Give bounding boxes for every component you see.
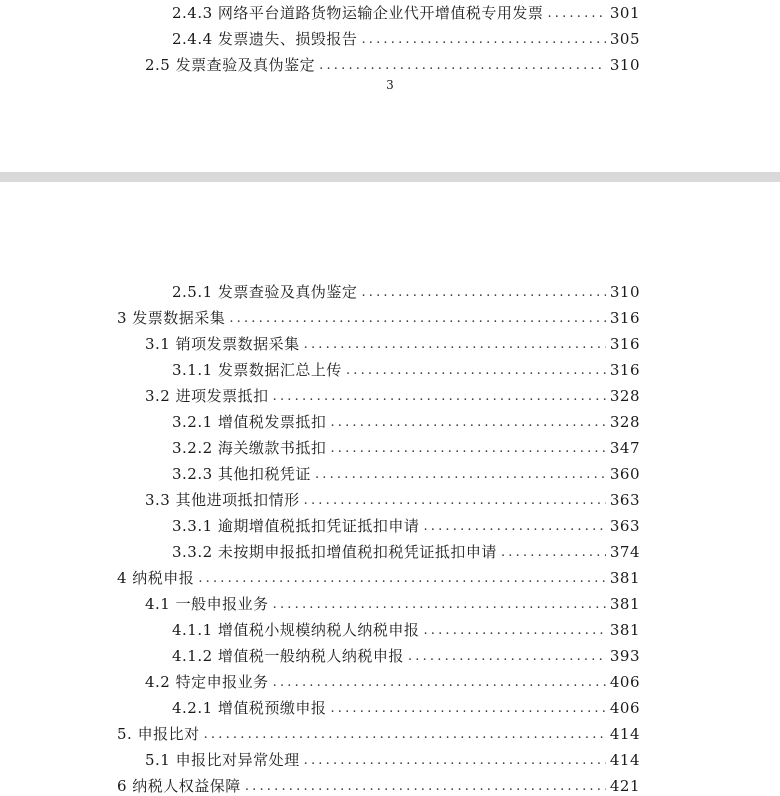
toc-entry-title: 5. 申报比对 [117, 725, 200, 743]
toc-entry[interactable] [172, 698, 640, 718]
toc-entry-title: 2.4.4 发票遗失、损毁报告 [172, 30, 358, 48]
toc-dot-leader [304, 492, 606, 510]
toc-entry[interactable] [172, 646, 640, 666]
toc-entry[interactable] [145, 490, 640, 510]
toc-entry-page: 374 [609, 543, 640, 561]
toc-entry-page: 363 [609, 517, 640, 535]
toc-entry-title: 3.3.2 未按期申报抵扣增值税扣税凭证抵扣申请 [172, 543, 497, 561]
toc-dot-leader [361, 284, 605, 302]
toc-dot-leader [330, 700, 605, 718]
toc-dot-leader [273, 388, 606, 406]
toc-entry[interactable] [145, 750, 640, 770]
document-page-bottom [0, 182, 780, 795]
toc-entry[interactable] [172, 282, 640, 302]
toc-dot-leader [304, 336, 606, 354]
toc-entry-page: 328 [609, 413, 640, 431]
toc-entry[interactable] [172, 516, 640, 536]
toc-entry-title: 2.5 发票查验及真伪鉴定 [145, 56, 316, 74]
toc-entry[interactable] [145, 594, 640, 614]
toc-entry[interactable] [117, 568, 640, 588]
toc-entry-page: 347 [609, 439, 640, 457]
toc-entry-page: 310 [609, 283, 640, 301]
toc-dot-leader [501, 544, 606, 562]
toc-entry-page: 310 [609, 56, 640, 74]
toc-entry[interactable] [117, 724, 640, 744]
toc-entry[interactable] [172, 438, 640, 458]
toc-dot-leader [330, 440, 605, 458]
toc-entry-title: 3 发票数据采集 [117, 309, 226, 327]
page-separator [0, 172, 780, 182]
toc-entry-title: 4.1 一般申报业务 [145, 595, 269, 613]
toc-dot-leader [273, 674, 606, 692]
toc-entry[interactable] [117, 776, 640, 796]
toc-entry[interactable] [117, 308, 640, 328]
toc-entry-page: 360 [609, 465, 640, 483]
toc-dot-leader [273, 596, 606, 614]
toc-entry-title: 4.1.1 增值税小规模纳税人纳税申报 [172, 621, 420, 639]
toc-entry-page: 393 [609, 647, 640, 665]
toc-entry-title: 3.2.1 增值税发票抵扣 [172, 413, 327, 431]
toc-dot-leader [229, 310, 606, 328]
document-page-top [0, 0, 780, 172]
toc-entry-page: 301 [609, 4, 640, 22]
toc-entry[interactable] [145, 386, 640, 406]
page-number: 3 [386, 78, 394, 92]
toc-entry[interactable] [172, 412, 640, 432]
toc-entry-title: 4.2.1 增值税预缴申报 [172, 699, 327, 717]
toc-dot-leader [198, 570, 606, 588]
toc-entry-title: 3.2.3 其他扣税凭证 [172, 465, 311, 483]
toc-entry-page: 406 [609, 673, 640, 691]
toc-entry-title: 2.4.3 网络平台道路货物运输企业代开增值税专用发票 [172, 4, 544, 22]
toc-entry-title: 4.2 特定申报业务 [145, 673, 269, 691]
toc-entry-title: 3.3.1 逾期增值税抵扣凭证抵扣申请 [172, 517, 420, 535]
toc-entry[interactable] [172, 3, 640, 23]
toc-entry-title: 4.1.2 增值税一般纳税人纳税申报 [172, 647, 404, 665]
toc-entry-page: 381 [609, 595, 640, 613]
toc-entry-title: 5.1 申报比对异常处理 [145, 751, 300, 769]
toc-entry[interactable] [172, 29, 640, 49]
toc-entry-title: 3.2.2 海关缴款书抵扣 [172, 439, 327, 457]
toc-dot-leader [361, 31, 605, 49]
toc-entry-page: 305 [609, 30, 640, 48]
toc-entry-page: 328 [609, 387, 640, 405]
toc-entry[interactable] [172, 542, 640, 562]
toc-entry[interactable] [145, 672, 640, 692]
toc-entry-page: 421 [609, 777, 640, 795]
toc-entry-title: 2.5.1 发票查验及真伪鉴定 [172, 283, 358, 301]
toc-dot-leader [319, 57, 606, 75]
toc-dot-leader [423, 518, 605, 536]
toc-dot-leader [423, 622, 605, 640]
toc-dot-leader [547, 5, 605, 23]
toc-entry-title: 3.1 销项发票数据采集 [145, 335, 300, 353]
toc-entry-page: 316 [609, 335, 640, 353]
toc-entry[interactable] [172, 360, 640, 380]
toc-dot-leader [346, 362, 606, 380]
toc-dot-leader [204, 726, 606, 744]
toc-entry-page: 406 [609, 699, 640, 717]
toc-entry-title: 3.2 进项发票抵扣 [145, 387, 269, 405]
toc-entry-page: 414 [609, 725, 640, 743]
toc-entry-title: 6 纳税人权益保障 [117, 777, 241, 795]
toc-entry-page: 381 [609, 569, 640, 587]
toc-entry-page: 363 [609, 491, 640, 509]
toc-dot-leader [304, 752, 606, 770]
toc-dot-leader [330, 414, 605, 432]
toc-dot-leader [315, 466, 606, 484]
toc-entry[interactable] [172, 464, 640, 484]
toc-entry[interactable] [172, 620, 640, 640]
toc-entry-page: 316 [609, 309, 640, 327]
toc-entry-page: 414 [609, 751, 640, 769]
toc-entry-title: 3.1.1 发票数据汇总上传 [172, 361, 342, 379]
toc-entry-title: 3.3 其他进项抵扣情形 [145, 491, 300, 509]
toc-entry[interactable] [145, 334, 640, 354]
toc-dot-leader [408, 648, 606, 666]
toc-dot-leader [245, 778, 606, 796]
toc-entry-page: 316 [609, 361, 640, 379]
toc-entry[interactable] [145, 55, 640, 75]
toc-entry-title: 4 纳税申报 [117, 569, 195, 587]
toc-entry-page: 381 [609, 621, 640, 639]
